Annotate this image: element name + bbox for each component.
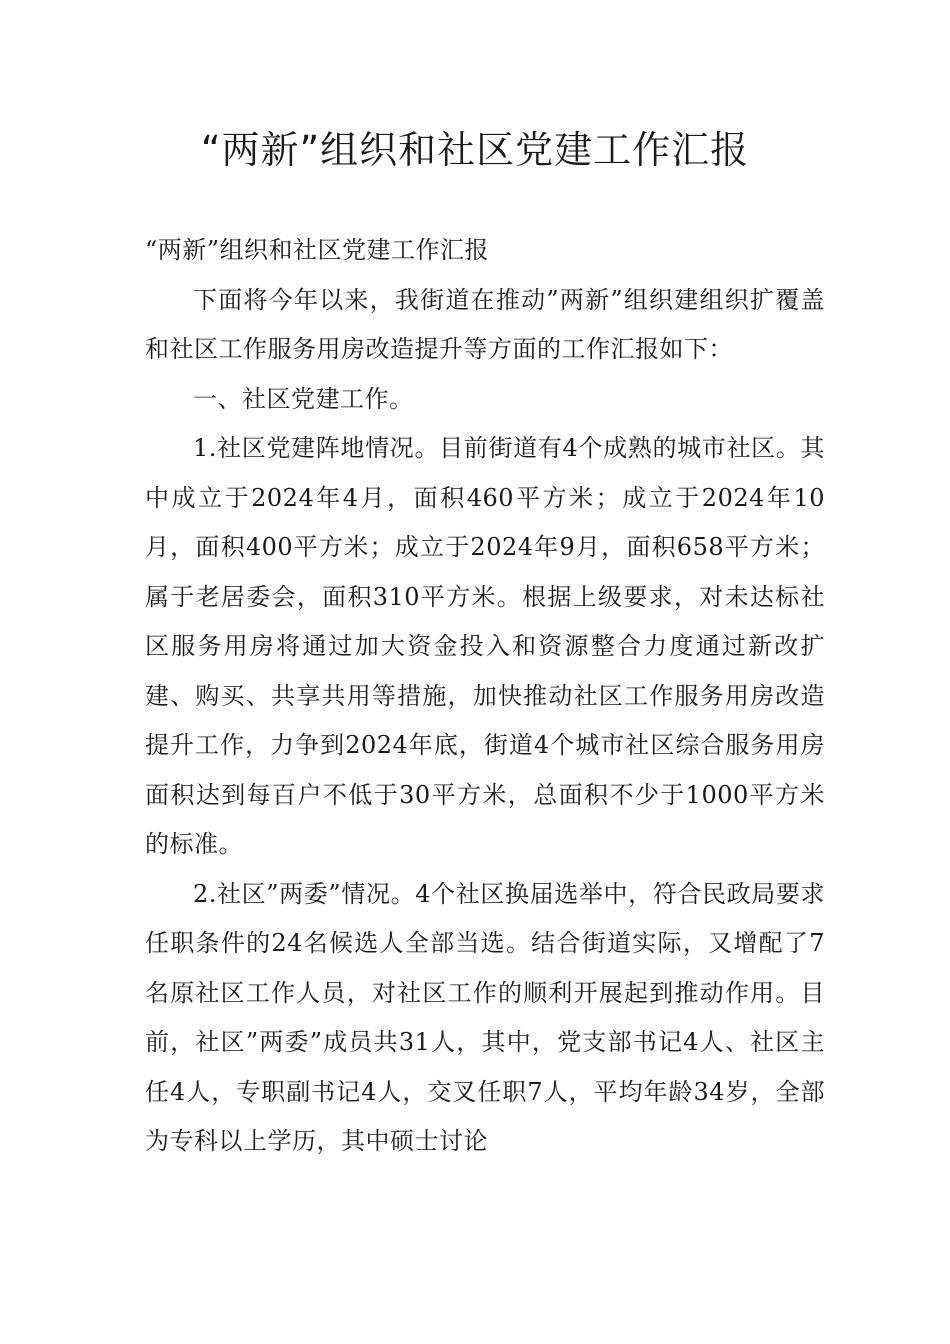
- document-body: [145, 226, 825, 1167]
- page-title: “两新”组织和社区党建工作汇报: [200, 128, 750, 172]
- section-heading: 一、社区党建工作。: [193, 384, 414, 413]
- paragraph-two-committees: 2.社区”两委”情况。4个社区换届选举中，符合民政局要求任职条件的24名候选人全部当选。结合街道实际，又增配了7名原社区工作人员，对社区工作的顺利开展起到推动作用。目前，社区”两委”成员共31人，其中，党支部书记4人、社区主任4人，专职副书记4人，交叉任职7人，平均年龄34岁，全部为专科以上学历，其中硕士讨论: [145, 879, 825, 1155]
- intro-paragraph: 下面将今年以来，我街道在推动”两新”组织建组织扩覆盖和社区工作服务用房改造提升等方面的工作汇报如下：: [145, 285, 825, 363]
- document-subtitle: “两新”组织和社区党建工作汇报: [145, 236, 490, 264]
- paragraph-community-sites: 1.社区党建阵地情况。目前街道有4个成熟的城市社区。其中成立于2024年4月，面积460平方米；成立于2024年10月，面积400平方米；成立于2024年9月，面积658平方米；属于老居委会，面积310平方米。根据上级要求，对未达标社区服务用房将通过加大资金投入和资源整合力度通过新改扩建、购买、共享共用等措施，加快推动社区工作服务用房改造提升工作，力争到2024年底，街道4个城市社区综合服务用房面积达到每百户不低于30平方米，总面积不少于1000平方米的标准。: [145, 434, 825, 858]
